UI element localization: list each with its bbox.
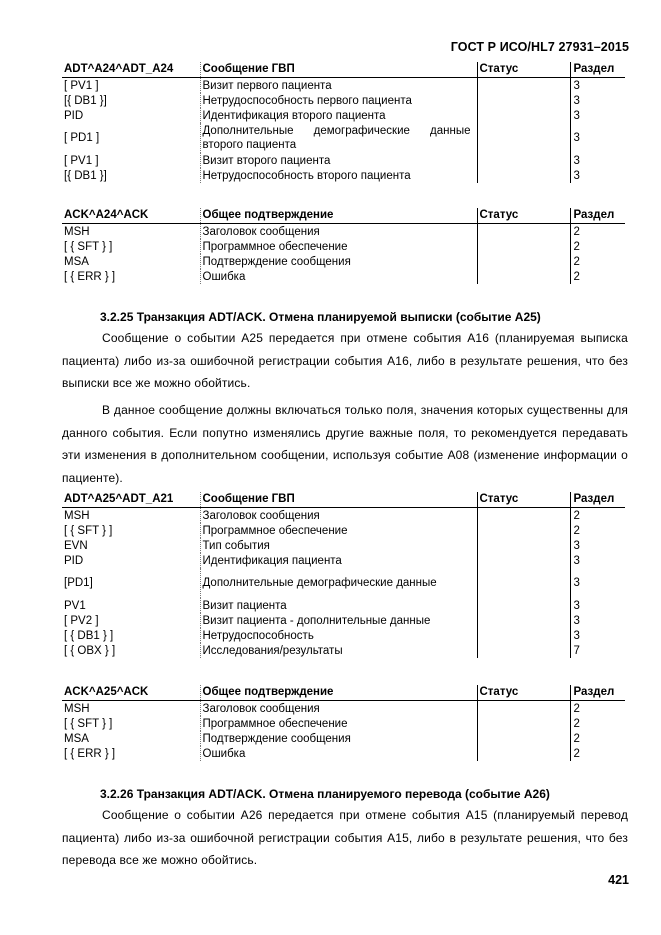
- table-row: [62, 254, 625, 269]
- column-header-description: Сообщение ГВП: [200, 62, 477, 78]
- segment-description: Визит пациента: [200, 598, 477, 613]
- table-row: [62, 224, 625, 240]
- segment-status: [477, 224, 570, 240]
- segment-section: 3: [570, 153, 625, 168]
- table-row: [62, 108, 625, 123]
- segment-description: Заголовок сообщения: [200, 508, 477, 524]
- column-header-status: Статус: [477, 685, 570, 701]
- table-header-row: [62, 208, 625, 224]
- column-header-section: Раздел: [570, 685, 625, 701]
- segment-section: 3: [570, 598, 625, 613]
- segment-description: Нетрудоспособность: [200, 628, 477, 643]
- segment-section: 2: [570, 269, 625, 284]
- column-header-message: ADT^A25^ADT_A21: [62, 492, 200, 508]
- table-row: [62, 538, 625, 553]
- segment-code: MSH: [64, 509, 90, 522]
- table-row: [62, 78, 625, 94]
- table-row: [62, 628, 625, 643]
- segment-status: [477, 568, 570, 598]
- segment-status: [477, 254, 570, 269]
- paragraph-a26-description: Сообщение о событии A26 передается при отмене события A15 (планируемый перевод пациента) либо из-за ошибочной регистрации события A15, либо в результате решения, что без перевода все же можно обойтись.: [62, 808, 628, 867]
- table-row: [62, 716, 625, 731]
- section-heading-a26: 3.2.26 Транзакция ADT/ACK. Отмена планируемого перевода (событие A26): [100, 787, 550, 801]
- segment-table-ack-a25: [62, 685, 625, 761]
- segment-code: [ { SFT } ]: [64, 240, 113, 253]
- table-row: [62, 269, 625, 284]
- column-header-section: Раздел: [570, 492, 625, 508]
- segment-code: [{ DB1 }]: [64, 94, 107, 107]
- segment-code: PID: [64, 109, 84, 122]
- segment-status: [477, 78, 570, 94]
- segment-code: [ { SFT } ]: [64, 717, 113, 730]
- segment-description: Подтверждение сообщения: [200, 254, 477, 269]
- table-row: [62, 123, 625, 153]
- segment-description: Идентификация второго пациента: [200, 108, 477, 123]
- segment-section: 2: [570, 746, 625, 761]
- table-row: [62, 93, 625, 108]
- segment-description: [200, 123, 477, 153]
- segment-code: MSA: [64, 255, 89, 268]
- segment-section: 3: [570, 123, 625, 153]
- segment-description-text: Дополнительные демографические данные второго пациента: [202, 125, 471, 151]
- segment-section: 2: [570, 508, 625, 524]
- segment-status: [477, 613, 570, 628]
- segment-code: PV1: [64, 599, 86, 612]
- paragraph-a25-fields: В данное сообщение должны включаться только поля, значения которых существенны для данного события. Если попутно изменялись другие важные поля, то рекомендуется передавать эти изменения в дополнительном сообщении, используя событие A08 (изменение информации о пациенте).: [62, 403, 628, 485]
- page-number: 421: [608, 873, 629, 887]
- table-row: [62, 643, 625, 658]
- segment-code: [ { ERR } ]: [64, 747, 116, 760]
- segment-status: [477, 168, 570, 183]
- standard-designation: ГОСТ Р ИСО/HL7 27931–2015: [450, 40, 629, 54]
- segment-status: [477, 701, 570, 717]
- table-row: [62, 746, 625, 761]
- segment-code: [PD1]: [64, 577, 93, 589]
- segment-code: [ { SFT } ]: [64, 524, 113, 537]
- segment-section: 7: [570, 643, 625, 658]
- segment-status: [477, 643, 570, 658]
- segment-description: Подтверждение сообщения: [200, 731, 477, 746]
- segment-status: [477, 553, 570, 568]
- column-header-message: ADT^A24^ADT_A24: [62, 62, 200, 78]
- segment-code: [{ DB1 }]: [64, 169, 107, 182]
- segment-section: 2: [570, 254, 625, 269]
- table-row: [62, 731, 625, 746]
- table-row: [62, 153, 625, 168]
- table-row: [62, 168, 625, 183]
- table-header-row: [62, 492, 625, 508]
- segment-description: Визит второго пациента: [200, 153, 477, 168]
- segment-section: 2: [570, 716, 625, 731]
- segment-status: [477, 598, 570, 613]
- segment-description: Визит первого пациента: [200, 78, 477, 94]
- table-row: [62, 553, 625, 568]
- segment-code: MSH: [64, 225, 90, 238]
- table-row: [62, 523, 625, 538]
- column-header-status: Статус: [477, 62, 570, 78]
- segment-code: MSA: [64, 732, 89, 745]
- segment-section: 3: [570, 613, 625, 628]
- segment-status: [477, 716, 570, 731]
- segment-code: MSH: [64, 702, 90, 715]
- segment-description: Программное обеспечение: [200, 239, 477, 254]
- segment-description-text: Дополнительные демографические данные: [202, 577, 437, 589]
- segment-code: [ PD1 ]: [64, 132, 100, 144]
- column-header-description: Общее подтверждение: [200, 208, 477, 224]
- segment-section: 2: [570, 239, 625, 254]
- segment-description: Тип события: [200, 538, 477, 553]
- table-row: [62, 239, 625, 254]
- column-header-section: Раздел: [570, 62, 625, 78]
- segment-status: [477, 269, 570, 284]
- column-header-status: Статус: [477, 492, 570, 508]
- table-row: [62, 613, 625, 628]
- segment-description: Программное обеспечение: [200, 716, 477, 731]
- segment-table-adt-a24: [62, 62, 625, 183]
- segment-description: Заголовок сообщения: [200, 224, 477, 240]
- segment-section: 2: [570, 731, 625, 746]
- segment-code: EVN: [64, 539, 88, 552]
- segment-description: Идентификация пациента: [200, 553, 477, 568]
- segment-status: [477, 153, 570, 168]
- paragraph-a25-description: Сообщение о событии A25 передается при отмене события A16 (планируемая выписка пациента) либо из-за ошибочной регистрации события A16, либо в результате решения, что без выписки все же можно обойтись.: [62, 331, 628, 390]
- segment-code: [ PV1 ]: [64, 154, 99, 167]
- segment-status: [477, 538, 570, 553]
- segment-code: [ { OBX } ]: [64, 644, 116, 657]
- segment-description: Ошибка: [200, 269, 477, 284]
- segment-description: Исследования/результаты: [200, 643, 477, 658]
- table-row: [62, 598, 625, 613]
- table-header-row: [62, 685, 625, 701]
- segment-code: [ { DB1 } ]: [64, 629, 114, 642]
- segment-status: [477, 508, 570, 524]
- segment-section: 2: [570, 701, 625, 717]
- segment-description: Ошибка: [200, 746, 477, 761]
- segment-code: [ PV1 ]: [64, 79, 99, 92]
- segment-status: [477, 628, 570, 643]
- segment-status: [477, 746, 570, 761]
- column-header-status: Статус: [477, 208, 570, 224]
- segment-code: [ PV2 ]: [64, 614, 99, 627]
- column-header-message: ACK^A24^ACK: [62, 208, 200, 224]
- segment-section: 3: [570, 108, 625, 123]
- segment-status: [477, 731, 570, 746]
- segment-description: Программное обеспечение: [200, 523, 477, 538]
- segment-section: 2: [570, 224, 625, 240]
- segment-section: 3: [570, 538, 625, 553]
- column-header-description: Сообщение ГВП: [200, 492, 477, 508]
- segment-table-adt-a25: [62, 492, 625, 658]
- table-row: [62, 508, 625, 524]
- segment-status: [477, 523, 570, 538]
- segment-description: Нетрудоспособность первого пациента: [200, 93, 477, 108]
- segment-description: [200, 568, 477, 598]
- column-header-section: Раздел: [570, 208, 625, 224]
- segment-section: 3: [570, 93, 625, 108]
- segment-section: 3: [570, 553, 625, 568]
- column-header-description: Общее подтверждение: [200, 685, 477, 701]
- segment-status: [477, 93, 570, 108]
- table-row: [62, 701, 625, 717]
- segment-section: 2: [570, 523, 625, 538]
- table-row: [62, 568, 625, 598]
- segment-code: [ { ERR } ]: [64, 270, 116, 283]
- segment-status: [477, 108, 570, 123]
- segment-table-ack-a24: [62, 208, 625, 284]
- segment-description: Нетрудоспособность второго пациента: [200, 168, 477, 183]
- segment-status: [477, 123, 570, 153]
- column-header-message: ACK^A25^ACK: [62, 685, 200, 701]
- section-heading-a25: 3.2.25 Транзакция ADT/ACK. Отмена планируемой выписки (событие A25): [100, 310, 541, 324]
- segment-section: 3: [570, 628, 625, 643]
- segment-description: Визит пациента - дополнительные данные: [200, 613, 477, 628]
- segment-section: 3: [570, 568, 625, 598]
- table-header-row: [62, 62, 625, 78]
- segment-section: 3: [570, 168, 625, 183]
- segment-code: PID: [64, 554, 84, 567]
- segment-description: Заголовок сообщения: [200, 701, 477, 717]
- segment-status: [477, 239, 570, 254]
- segment-section: 3: [570, 78, 625, 94]
